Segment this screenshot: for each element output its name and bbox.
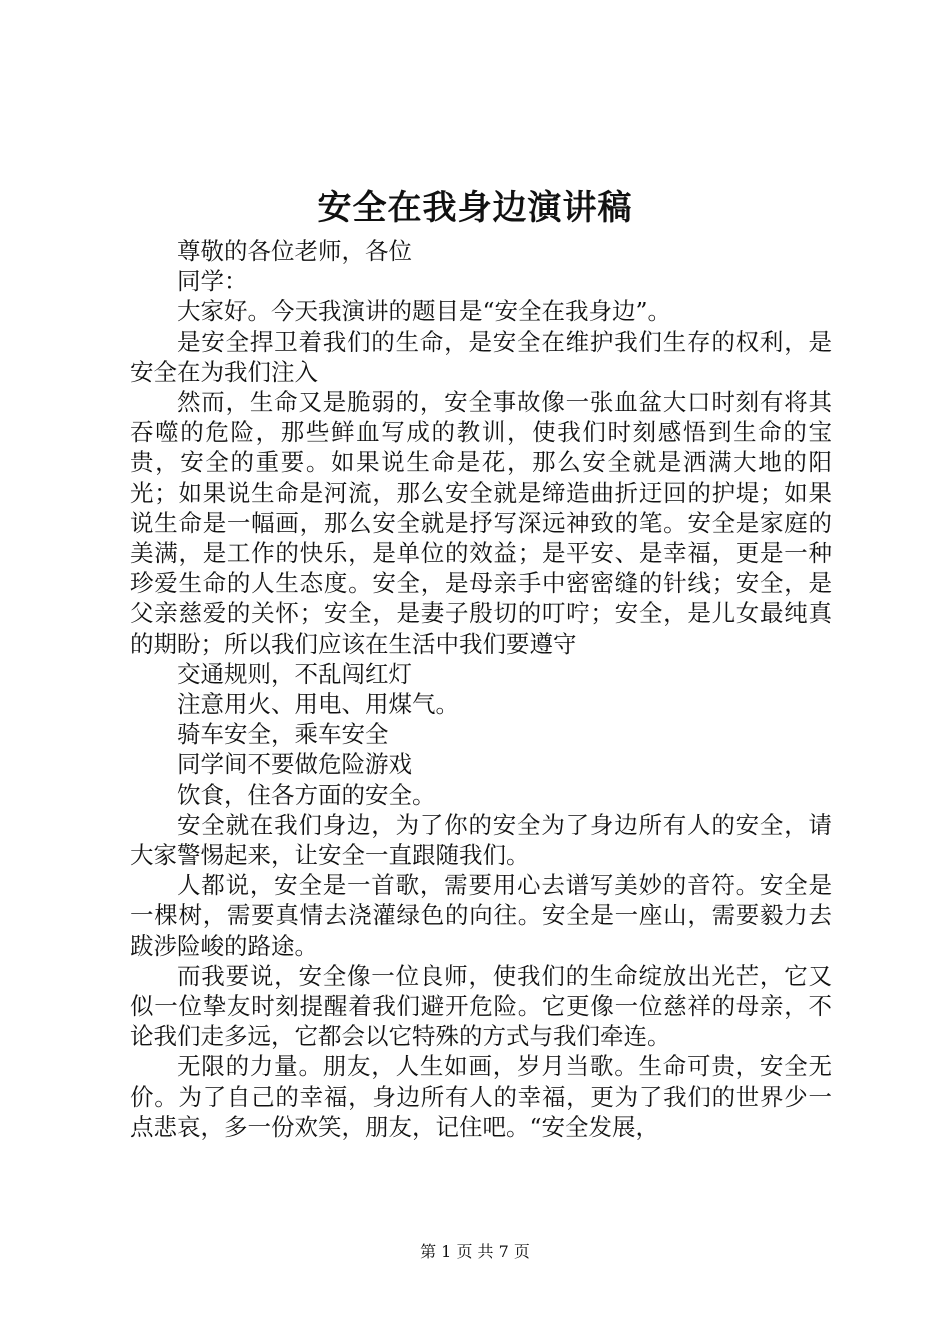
list-item: 饮食，住各方面的安全。 xyxy=(177,780,436,809)
paragraph-greeting: 尊敬的各位老师，各位 xyxy=(177,237,412,265)
paragraph-greeting-cont: 同学： xyxy=(177,267,248,296)
paragraph: 无限的力量。朋友，人生如画，岁月当歌。生命可贵，安全无价。为了自己的幸福，身边所有人的幸福，更为了我们的世界少一点悲哀，多一份欢笑，朋友，记住吧。“安全发展， xyxy=(130,1052,832,1141)
paragraph-intro: 大家好。今天我演讲的题目是“安全在我身边”。 xyxy=(177,297,672,326)
list-item: 注意用火、用电、用煤气。 xyxy=(177,690,459,719)
paragraph: 安全就在我们身边，为了你的安全为了身边所有人的安全，请大家警惕起来，让安全一直跟随我们。 xyxy=(130,810,832,870)
page-footer: 第 1 页 共 7 页 xyxy=(420,1242,530,1261)
list-item: 交通规则，不乱闯红灯 xyxy=(177,659,412,688)
list-item: 同学间不要做危险游戏 xyxy=(177,750,412,779)
document-body xyxy=(130,236,832,1142)
paragraph: 而我要说，安全像一位良师，使我们的生命绽放出光芒，它又似一位挚友时刻提醒着我们避开危险。它更像一位慈祥的母亲，不论我们走多远，它都会以它特殊的方式与我们牵连。 xyxy=(130,961,832,1051)
list-item: 骑车安全，乘车安全 xyxy=(177,720,389,749)
paragraph: 是安全捍卫着我们的生命，是安全在维护我们生存的权利，是安全在为我们注入 xyxy=(130,327,832,386)
paragraph: 然而，生命又是脆弱的，安全事故像一张血盆大口时刻有将其吞噬的危险，那些鲜血写成的教训，使我们时刻感悟到生命的宝贵，安全的重要。如果说生命是花，那么安全就是洒满大地的阳光；如果说生命是河流，那么安全就是缔造曲折迂回的护堤；如果说生命是一幅画，那么安全就是抒写深远神致的笔。安全是家庭的美满，是工作的快乐，是单位的效益；是平安、是幸福，更是一种珍爱生命的人生态度。安全，是母亲手中密密缝的针线；安全，是父亲慈爱的关怀；安全，是妻子殷切的叮咛；安全，是儿女最纯真的期盼；所以我们应该在生活中我们要遵守 xyxy=(130,388,832,658)
document-title: 安全在我身边演讲稿 xyxy=(317,188,633,228)
paragraph: 人都说，安全是一首歌，需要用心去谱写美妙的音符。安全是一棵树，需要真情去浇灌绿色的向往。安全是一座山，需要毅力去跋涉险峻的路途。 xyxy=(130,871,832,960)
